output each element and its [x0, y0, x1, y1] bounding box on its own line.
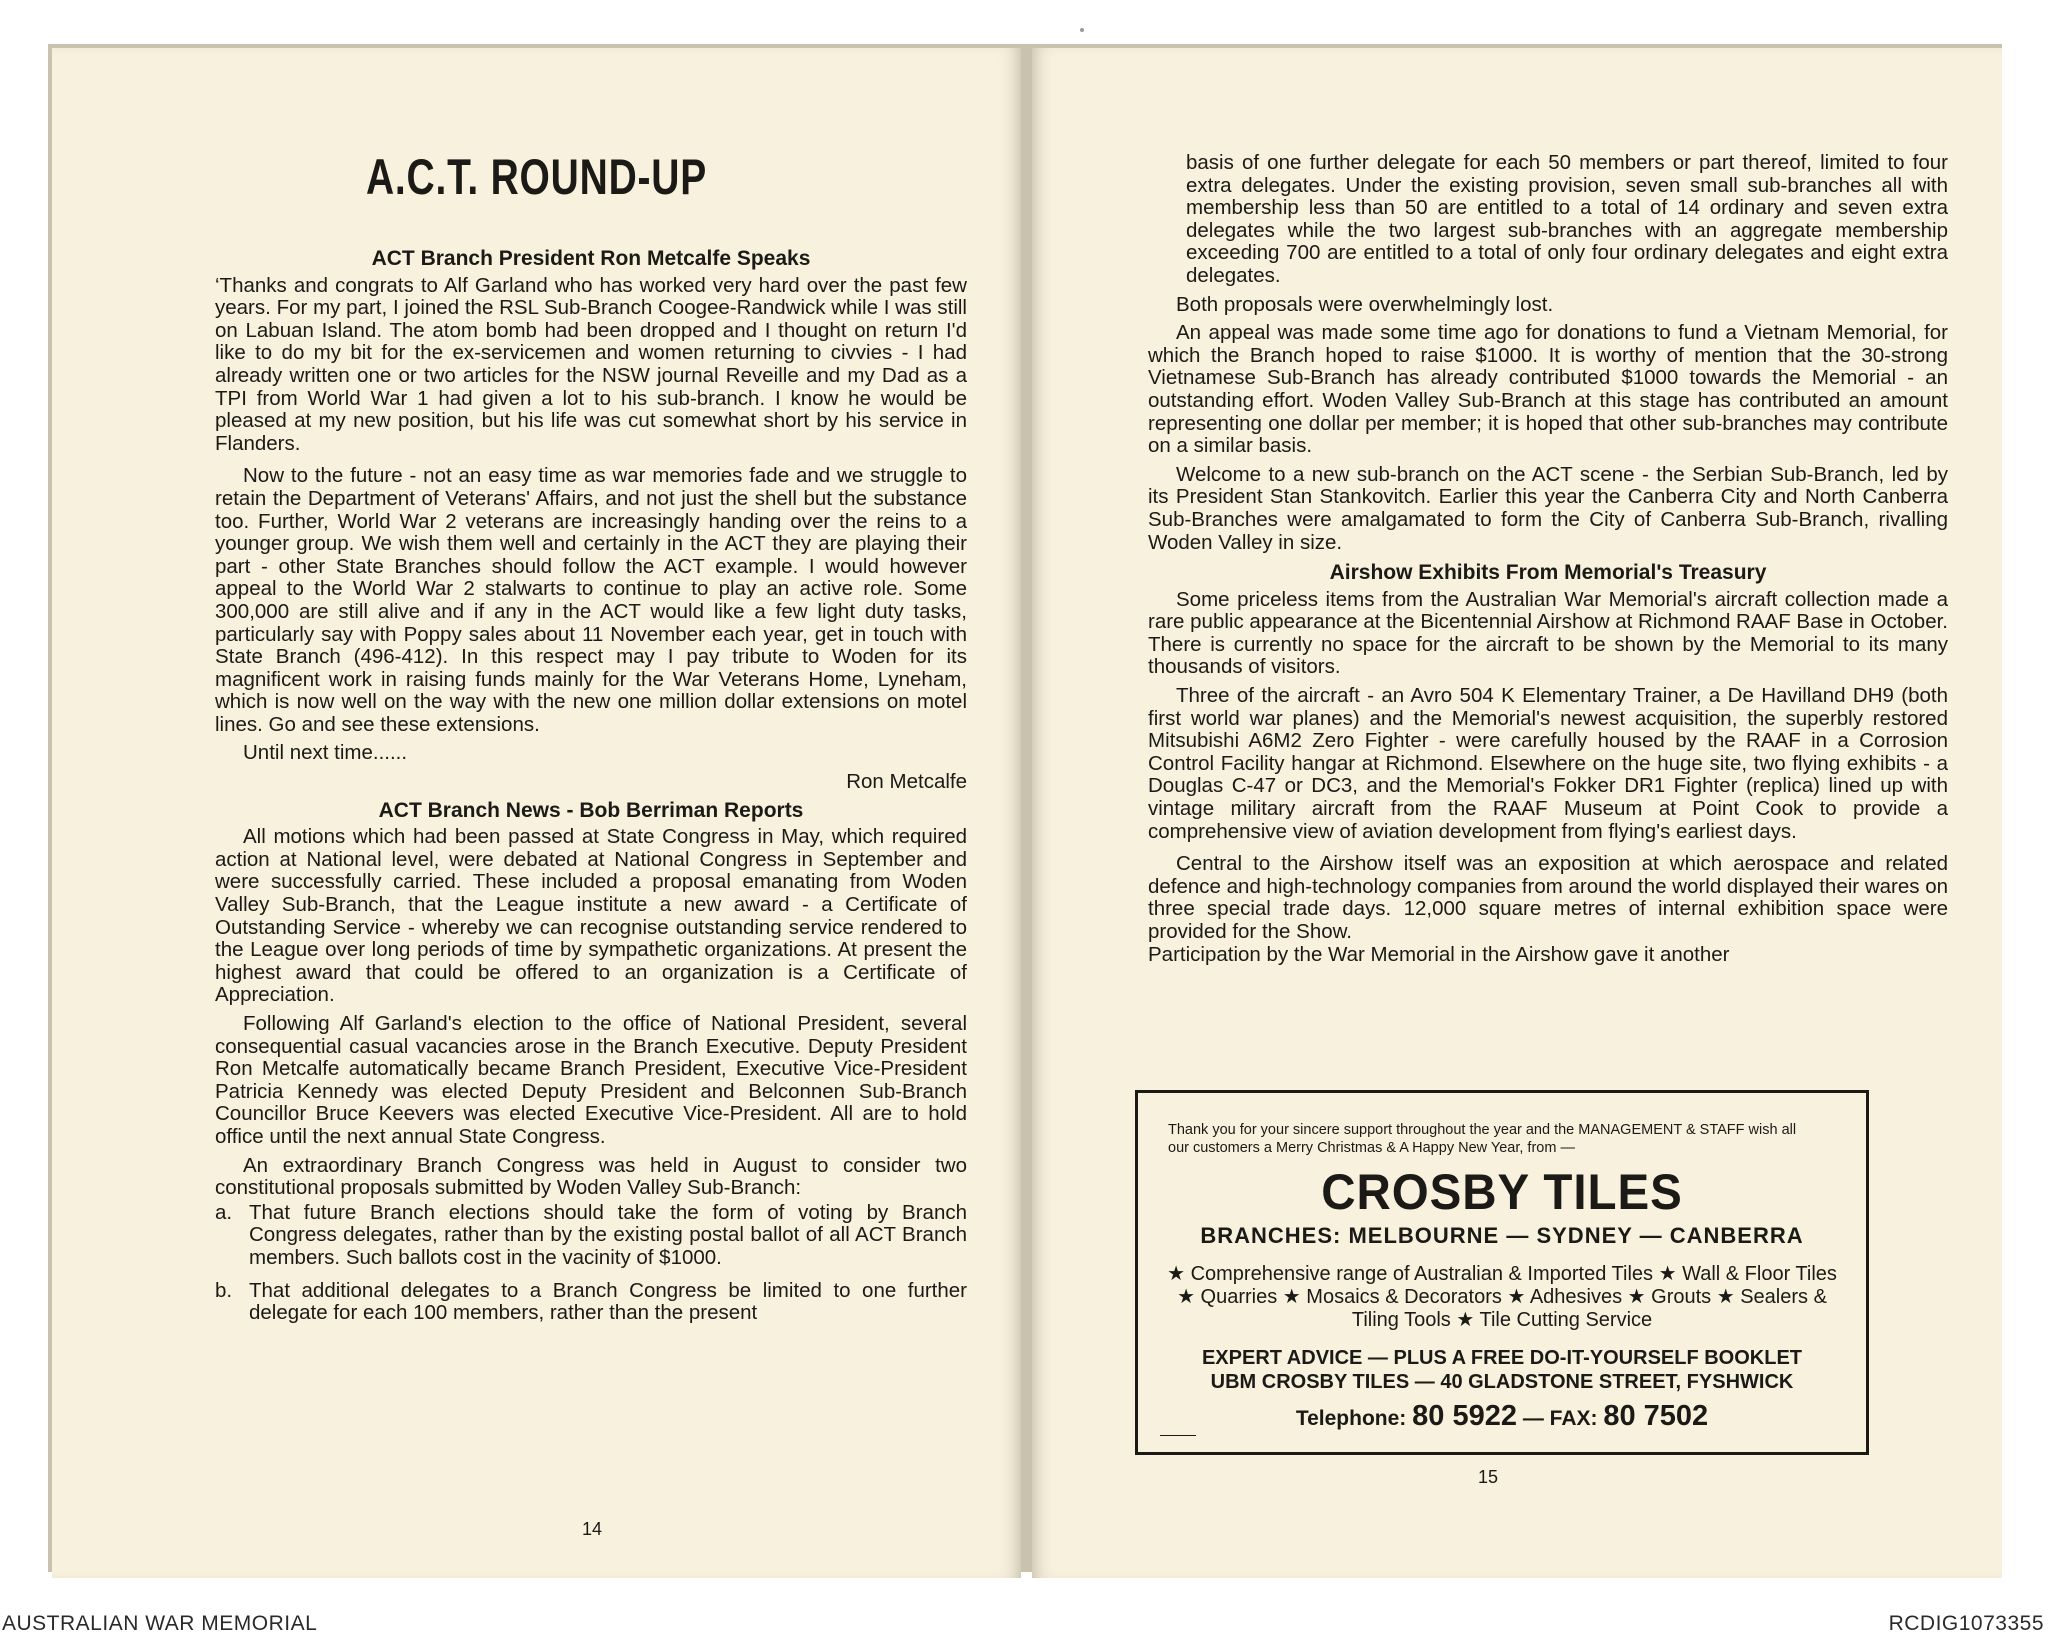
list-text: That additional delegates to a Branch Congress be limited to one further delegate for each 100 members, rather than the present	[249, 1278, 967, 1325]
archive-credit: AUSTRALIAN WAR MEMORIAL	[2, 1612, 318, 1635]
left-column	[215, 248, 967, 1335]
ad-branches: BRANCHES: MELBOURNE — SYDNEY — CANBERRA	[1200, 1223, 1804, 1248]
ad-rule	[1160, 1435, 1196, 1436]
signature: Ron Metcalfe	[846, 770, 967, 794]
fax-label: — FAX:	[1522, 1407, 1598, 1430]
phone-label: Telephone:	[1295, 1407, 1407, 1430]
section-title-branch-news: ACT Branch News - Bob Berriman Reports	[378, 798, 804, 822]
ad-brand-name: CROSBY TILES	[1321, 1164, 1683, 1220]
archive-id: RCDIG1073355	[1888, 1612, 2044, 1635]
ad-product-range: ★ Comprehensive range of Australian & Imported Tiles ★ Wall & Floor Tiles ★ Quarries ★ Mosaics & Decorators ★ Adhesives ★ Grouts ★ Sealers & Tiling Tools ★ Tile Cutting Service	[1167, 1263, 1837, 1331]
section-title-president: ACT Branch President Ron Metcalfe Speaks	[371, 247, 811, 270]
paragraph: All motions which had been passed at State Congress in May, which required action at National level, were debated at National Congress in September and were successfully carried. These included a proposal emanating from Woden Valley Sub-Branch, that the League institute a new award - a Certificate of Outstanding Service - whereby we can recognise outstanding service rendered to the League over long periods of time by sympathetic organizations. At present the highest award that could be offered to an organization is a Certificate of Appreciation.	[215, 825, 967, 1007]
paragraph: Following Alf Garland's election to the office of National President, several consequential casual vacancies arose in the Branch Executive. Deputy President Ron Metcalfe automatically became Branch President, Executive Vice-President Patricia Kennedy was elected Deputy President and Belconnen Sub-Branch Councillor Bruce Keevers was elected Executive Vice-President. All are to hold office until the next annual State Congress.	[215, 1012, 967, 1148]
ad-address: UBM CROSBY TILES — 40 GLADSTONE STREET, FYSHWICK	[1210, 1371, 1794, 1393]
continued-list-text: basis of one further delegate for each 50 members or part thereof, limited to four extra delegates. Under the existing provision, seven small sub-branches all with membership less than 50 are entitled to a total of 14 ordinary and seven extra delegates while the two largest sub-branches with an aggregate membership exceeding 700 are entitled to a total of only four ordinary delegates and eight extra delegates.	[1186, 151, 1948, 287]
paragraph: An extraordinary Branch Congress was held in August to consider two constitutional proposals submitted by Woden Valley Sub-Branch:	[215, 1153, 967, 1200]
page-headline: A.C.T. ROUND-UP	[365, 149, 708, 205]
until-next-time: Until next time......	[243, 741, 408, 765]
list-marker: a.	[215, 1200, 233, 1224]
ad-expert-advice: EXPERT ADVICE — PLUS A FREE DO-IT-YOURSELF BOOKLET	[1201, 1347, 1803, 1369]
page-number: 14	[582, 1519, 603, 1539]
paragraph: ‘Thanks and congrats to Alf Garland who has worked very hard over the past few years. For my part, I joined the RSL Sub-Branch Coogee-Randwick while I was still on Labuan Island. The atom bomb had been dropped and I thought on return I'd like to do my bit for the ex-servicemen and women returning to civvies - I had already written one or two articles for the NSW journal Reveille and my Dad as a TPI from World War 1 had given a lot to his sub-branch. I know he would be pleased at my new position, but his life was cut somewhat short by his service in Flanders.	[215, 273, 967, 455]
phone-number: 80 5922	[1412, 1400, 1517, 1432]
crosby-tiles-advertisement	[1135, 1090, 1869, 1455]
fax-number: 80 7502	[1603, 1400, 1709, 1432]
paragraph: Participation by the War Memorial in the Airshow gave it another	[1148, 942, 1730, 966]
paragraph: Central to the Airshow itself was an exposition at which aerospace and related defence and high-technology companies from around the world displayed their wares on three special trade days. 12,000 square metres of internal exhibition space were provided for the Show.	[1148, 852, 1948, 943]
section-title-airshow: Airshow Exhibits From Memorial's Treasury	[1329, 561, 1767, 585]
paragraph: Now to the future - not an easy time as war memories fade and we struggle to retain the Department of Veterans' Affairs, and not just the shell but the substance too. Further, World War 2 veterans are increasingly handing over the reins to a younger group. We wish them well and certainly in the ACT they are playing their part - other State Branches should follow the ACT example. I would however appeal to the World War 2 stalwarts to continue to play an active role. Some 300,000 are still alive and if any in the ACT would like a few light duty tasks, particularly say with Poppy sales about 11 November each year, get in touch with State Branch (496-412). In this respect may I pay tribute to Woden for its magnificent work in raising funds mainly for the War Veterans Home, Lyneham, which is now well on the way with the new one million dollar extensions on motel lines. Go and see these extensions.	[215, 464, 967, 736]
paragraph: Welcome to a new sub-branch on the ACT scene - the Serbian Sub-Branch, led by its President Stan Stankovitch. Earlier this year the Canberra City and North Canberra Sub-Branches were amalgamated to form the City of Canberra Sub-Branch, rivalling Woden Valley in size.	[1148, 462, 1948, 554]
paragraph: Three of the aircraft - an Avro 504 K Elementary Trainer, a De Havilland DH9 (both first world war planes) and the Memorial's newest acquisition, the superbly restored Mitsubishi A6M2 Zero Fighter - were carefully housed by the RAAF in a Corrosion Control Facility hangar at Richmond. Elsewhere on the huge site, two flying exhibits - a Douglas C-47 or DC3, and the Memorial's Fokker DR1 Fighter (replica) lined up with vintage military aircraft from the RAAF Museum at Point Cook to provide a comprehensive view of aviation development from flying's earliest days.	[1148, 684, 1948, 843]
scan-speck	[1080, 28, 1084, 32]
paragraph: An appeal was made some time ago for donations to fund a Vietnam Memorial, for which the Branch hoped to raise $1000. It is worthy of mention that the 30-strong Vietnamese Sub-Branch has already contributed $1000 towards the Memorial - an outstanding effort. Woden Valley Sub-Branch at this stage has contributed an amount representing one dollar per member; it is hoped that other sub-branches may contribute on a similar basis.	[1148, 321, 1948, 458]
ad-contact-numbers	[1138, 1400, 1866, 1433]
left-page	[52, 48, 1021, 1578]
ad-greeting: Thank you for your sincere support throughout the year and the MANAGEMENT & STAFF wish all our customers a Merry Christmas & A Happy New Year, from —	[1168, 1122, 1797, 1156]
right-column	[1148, 152, 1948, 972]
list-item	[215, 1280, 967, 1325]
list-text: That future Branch elections should take the form of voting by Branch Congress delegates, rather than by the existing postal ballot of all ACT Branch members. Such ballots cost in the vacinity of $1000.	[249, 1200, 967, 1269]
page-number: 15	[1478, 1467, 1499, 1487]
list-item	[215, 1202, 967, 1270]
paragraph: Some priceless items from the Australian War Memorial's aircraft collection made a rare public appearance at the Bicentennial Airshow at Richmond RAAF Base in October. There is currently no space for the aircraft to be shown by the Memorial to its many thousands of visitors.	[1148, 587, 1948, 679]
paragraph: Both proposals were overwhelmingly lost.	[1176, 292, 1554, 316]
list-marker: b.	[215, 1278, 233, 1302]
